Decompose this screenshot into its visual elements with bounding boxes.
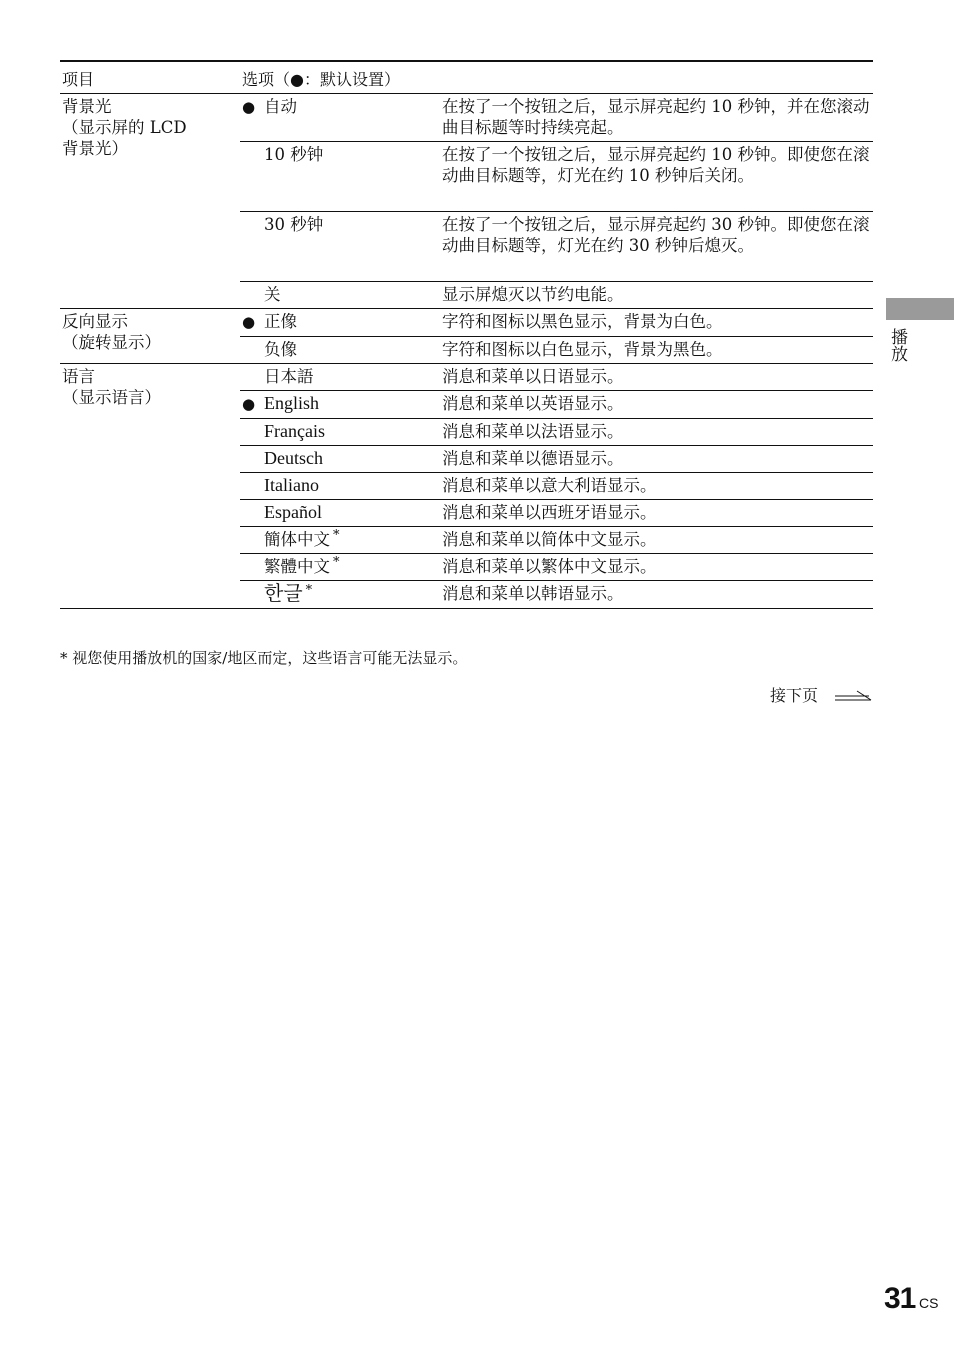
table-row xyxy=(60,94,873,142)
description-cell: 消息和菜单以韩语显示。 xyxy=(440,581,873,609)
option-label: 한글 xyxy=(264,581,303,605)
item-label: 背景光 xyxy=(62,97,112,116)
item-backlight xyxy=(60,94,240,309)
footnote-marker: * xyxy=(333,554,340,570)
default-bullet-icon: ● xyxy=(242,395,256,413)
item-sublabel: （显示屏的 LCD xyxy=(62,118,187,137)
option-cell xyxy=(240,419,440,446)
option-label: 关 xyxy=(264,285,281,304)
item-language xyxy=(60,364,240,609)
option-label: 正像 xyxy=(264,312,297,331)
option-cell xyxy=(240,554,440,581)
description-cell: 字符和图标以黑色显示，背景为白色。 xyxy=(440,309,873,337)
description-cell: 消息和菜单以法语显示。 xyxy=(440,419,873,446)
description-cell: 在按了一个按钮之后，显示屏亮起约 10 秒钟。即使您在滚动曲目标题等，灯光在约 10 秒钟后关闭。 xyxy=(440,142,873,212)
description-cell: 消息和菜单以繁体中文显示。 xyxy=(440,554,873,581)
next-page-label: 接下页 xyxy=(770,686,819,705)
description-cell: 消息和菜单以德语显示。 xyxy=(440,446,873,473)
item-sublabel: （旋转显示） xyxy=(62,333,161,352)
option-cell xyxy=(240,142,440,212)
option-label: 繁體中文 xyxy=(264,557,330,576)
description-cell: 在按了一个按钮之后，显示屏亮起约 10 秒钟，并在您滚动曲目标题等时持续亮起。 xyxy=(440,94,873,142)
header-item: 项目 xyxy=(60,61,240,94)
section-tab xyxy=(886,298,954,320)
settings-table xyxy=(60,60,873,609)
option-cell xyxy=(240,527,440,554)
description-cell: 显示屏熄灭以节约电能。 xyxy=(440,282,873,309)
item-sublabel: 背景光） xyxy=(62,139,128,158)
item-label: 语言 xyxy=(62,367,95,386)
option-cell xyxy=(240,473,440,500)
option-cell xyxy=(240,581,440,609)
page-number: 31 xyxy=(884,1282,916,1315)
option-cell xyxy=(240,282,440,309)
description-cell: 在按了一个按钮之后，显示屏亮起约 30 秒钟。即使您在滚动曲目标题等，灯光在约 30 秒钟后熄灭。 xyxy=(440,212,873,282)
option-label: Italiano xyxy=(264,475,319,495)
option-cell xyxy=(240,337,440,364)
footnote-marker: * xyxy=(333,527,340,543)
option-cell xyxy=(240,364,440,391)
option-cell xyxy=(240,446,440,473)
option-label: 负像 xyxy=(264,340,297,359)
option-cell xyxy=(240,391,440,419)
option-label: 10 秒钟 xyxy=(264,145,324,164)
description-cell: 消息和菜单以意大利语显示。 xyxy=(440,473,873,500)
description-cell: 消息和菜单以西班牙语显示。 xyxy=(440,500,873,527)
next-page-arrow-icon xyxy=(833,689,873,703)
item-reverse xyxy=(60,309,240,364)
option-label: 日本語 xyxy=(264,367,314,386)
option-label: Français xyxy=(264,421,325,441)
option-label: English xyxy=(264,393,320,413)
description-cell: 消息和菜单以英语显示。 xyxy=(440,391,873,419)
page-number-suffix: CS xyxy=(919,1295,939,1311)
item-sublabel: （显示语言） xyxy=(62,388,161,407)
option-label: 30 秒钟 xyxy=(264,215,324,234)
option-cell xyxy=(240,309,440,337)
section-tab-label: 播放 xyxy=(887,328,907,362)
header-option: 选项（●：默认设置） xyxy=(240,61,873,94)
item-label: 反向显示 xyxy=(62,312,128,331)
default-bullet-icon: ● xyxy=(242,98,256,116)
option-cell xyxy=(240,212,440,282)
option-label: 簡体中文 xyxy=(264,530,330,549)
table-header-row xyxy=(60,61,873,94)
footnote-marker: * xyxy=(305,582,313,598)
option-label: Deutsch xyxy=(264,448,323,468)
description-cell: 消息和菜单以日语显示。 xyxy=(440,364,873,391)
option-label: 自动 xyxy=(264,97,297,116)
description-cell: 字符和图标以白色显示，背景为黑色。 xyxy=(440,337,873,364)
option-label: Español xyxy=(264,502,322,522)
default-bullet-icon: ● xyxy=(242,313,256,331)
option-cell xyxy=(240,500,440,527)
footnote: * 视您使用播放机的国家/地区而定，这些语言可能无法显示。 xyxy=(60,649,468,667)
table-row xyxy=(60,309,873,337)
description-cell: 消息和菜单以简体中文显示。 xyxy=(440,527,873,554)
table-row xyxy=(60,364,873,391)
option-cell xyxy=(240,94,440,142)
